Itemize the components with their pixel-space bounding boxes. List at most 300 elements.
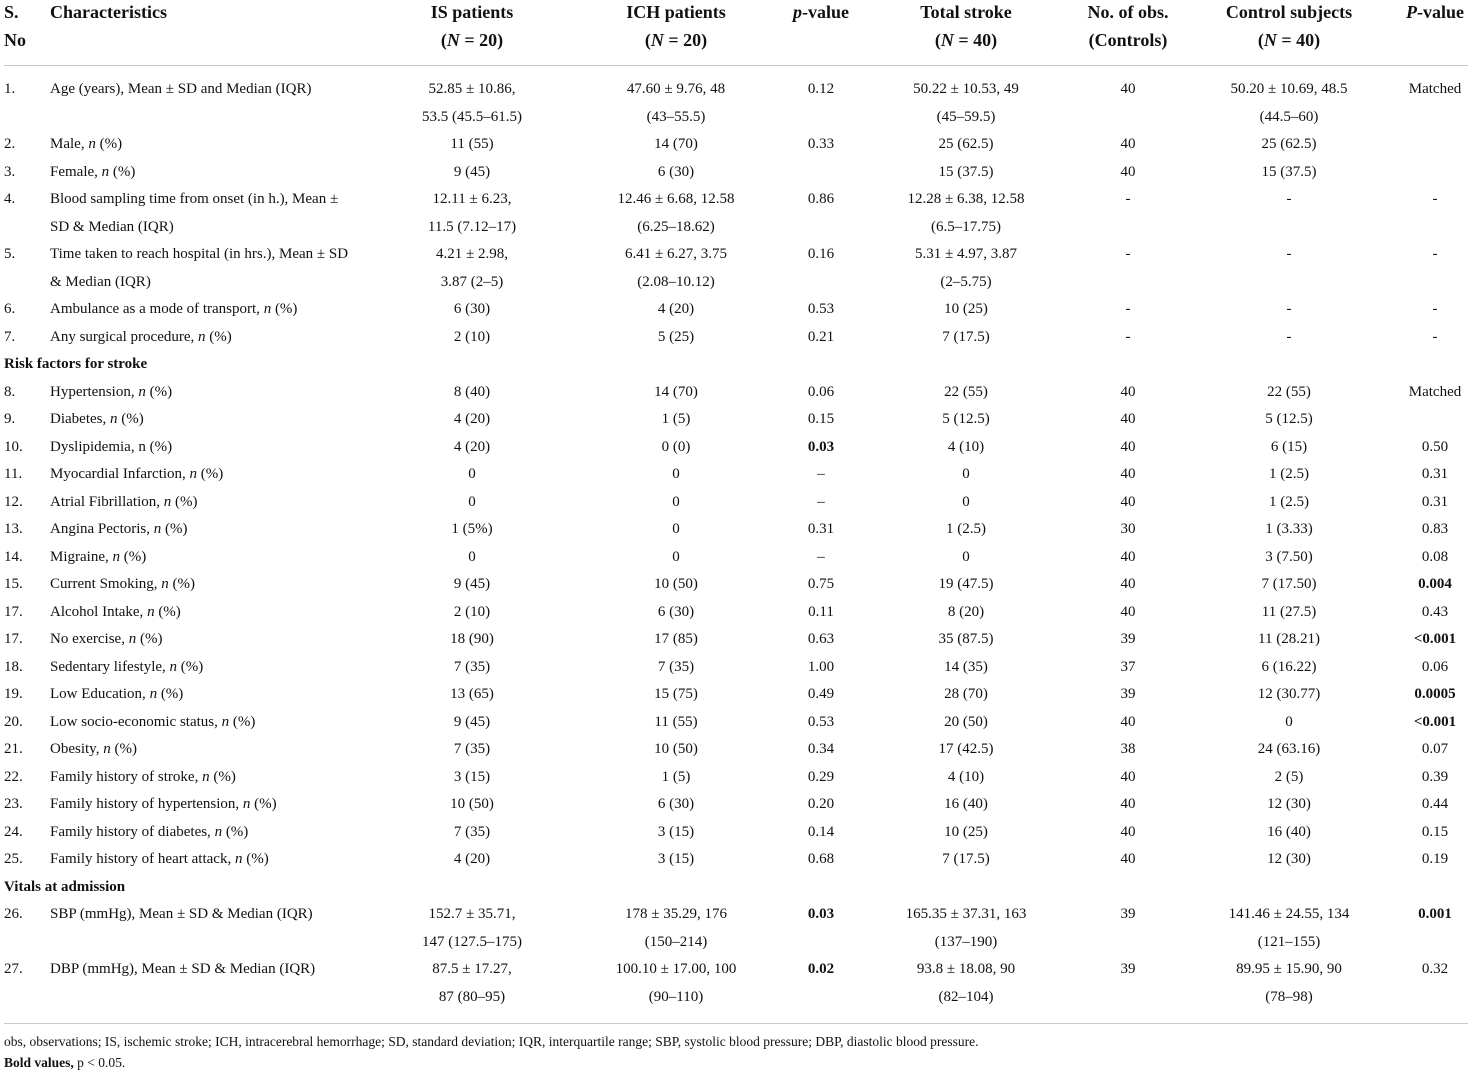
table-row [4, 159, 1468, 187]
is-patients-cell: 0 [468, 493, 476, 510]
control-subjects-cell: - [1286, 328, 1292, 345]
control-p-value-cell: 0.43 [1421, 603, 1449, 620]
control-p-value-cell [1402, 131, 1468, 159]
column-header-is-patients [382, 0, 562, 66]
characteristic-cell [50, 599, 382, 627]
text-segment: ICH patients ( [626, 2, 726, 50]
observations-count-cell: 40 [1120, 576, 1136, 592]
text-segment: = 20) [663, 30, 708, 50]
control-p-value-cell: 0.15 [1421, 823, 1449, 840]
text-segment: (%) [154, 603, 181, 620]
ich-patients-cell: 14 (70) [654, 136, 698, 152]
serial-number-cell: 26. [4, 906, 23, 922]
control-p-value-cell: 0.32 [1402, 956, 1468, 1024]
serial-number-cell: 7. [4, 328, 16, 345]
observations-count-cell: 30 [1120, 521, 1136, 537]
text-segment: (%) [117, 411, 144, 427]
control-subjects-cell: 24 (63.16) [1257, 741, 1321, 757]
ich-patients-cell: 178 ± 35.29, 176 (150–214) [625, 906, 727, 950]
serial-number-cell: 23. [4, 796, 23, 812]
italic-symbol: n [138, 383, 146, 400]
is-patients-cell: 7 (35) [453, 658, 491, 675]
text-segment: Migraine, [50, 548, 113, 565]
text-segment: (%) [205, 328, 232, 345]
characteristic-cell [50, 296, 382, 324]
is-patients-cell: 2 (10) [453, 328, 491, 345]
observations-count-cell: 40 [1120, 383, 1136, 400]
characteristic-cell [50, 626, 382, 654]
is-patients-cell: 10 (50) [450, 796, 494, 812]
control-subjects-cell: 25 (62.5) [1261, 136, 1317, 152]
characteristic-cell [50, 544, 382, 572]
text-segment: (%) [109, 163, 136, 180]
control-subjects-cell: 12 (30) [1267, 796, 1311, 812]
text-segment: (%) [171, 493, 198, 510]
stroke-p-value-cell: 0.75 [807, 576, 835, 592]
total-stroke-cell: 22 (55) [944, 383, 988, 400]
control-p-value-cell: <0.001 [1413, 631, 1457, 647]
stroke-p-value-cell: 0.11 [808, 603, 834, 620]
italic-symbol: n [202, 768, 210, 785]
text-segment: Female, [50, 163, 102, 180]
text-segment: (%) [161, 521, 188, 537]
serial-number-cell: 9. [4, 411, 16, 427]
text-segment: Current Smoking, [50, 576, 162, 592]
italic-symbol: n [149, 686, 158, 702]
serial-number-cell: 24. [4, 823, 23, 840]
is-patients-cell: 12.11 ± 6.23, 11.5 (7.12–17) [427, 191, 517, 235]
ich-patients-cell: 11 (55) [654, 713, 698, 730]
text-segment: (%) [197, 466, 224, 482]
table-row [4, 489, 1468, 517]
control-p-value-cell: - [1432, 301, 1438, 317]
total-stroke-cell: 14 (35) [944, 658, 988, 675]
italic-symbol: n [101, 163, 110, 180]
is-patients-cell: 0 [468, 548, 476, 565]
table-row [4, 819, 1468, 847]
serial-number-cell: 12. [4, 493, 23, 510]
characteristic-cell: Age (years), Mean ± SD and Median (IQR) [50, 81, 312, 97]
text-segment: (%) [110, 741, 137, 757]
text-segment: Angina Pectoris, [50, 521, 154, 537]
serial-number-cell: 10. [4, 438, 23, 455]
control-p-value-cell: <0.001 [1413, 713, 1457, 730]
control-subjects-cell: 16 (40) [1267, 823, 1311, 840]
italic-symbol: n [109, 411, 118, 427]
control-p-value-cell: 0.08 [1421, 548, 1449, 565]
total-stroke-cell: 7 (17.5) [942, 851, 990, 867]
stroke-p-value-cell: 0.16 [807, 246, 835, 262]
observations-count-cell: - [1125, 191, 1131, 207]
ich-patients-cell: 3 (15) [657, 851, 695, 867]
table-row [4, 186, 1468, 241]
total-stroke-cell: 28 (70) [944, 686, 988, 702]
stroke-p-value-cell: 0.53 [807, 713, 835, 730]
column-header-ich-patients [562, 0, 790, 66]
text-segment: (%) [157, 686, 184, 702]
table-body [4, 66, 1468, 1024]
characteristic-cell [50, 681, 382, 709]
text-segment: Obesity, [50, 741, 104, 757]
table-row [4, 791, 1468, 819]
text-segment: Total stroke ( [920, 2, 1012, 50]
control-subjects-cell: 1 (2.5) [1269, 466, 1309, 482]
table-row [4, 846, 1468, 874]
control-p-value-cell: 0.31 [1421, 493, 1449, 510]
control-p-value-cell: - [1432, 328, 1438, 345]
header-row [4, 0, 1468, 66]
control-subjects-cell: 5 (12.5) [1265, 411, 1313, 427]
table-row [4, 736, 1468, 764]
characteristic-cell [50, 379, 382, 407]
is-patients-cell: 4.21 ± 2.98, 3.87 (2–5) [436, 246, 508, 290]
table-row [4, 461, 1468, 489]
stroke-p-value-cell: 0.12 [807, 81, 835, 97]
is-patients-cell: 4 (20) [453, 411, 491, 427]
control-subjects-cell: 22 (55) [1267, 383, 1311, 400]
observations-count-cell: 39 [1080, 956, 1176, 1024]
total-stroke-cell: 7 (17.5) [942, 328, 990, 345]
serial-number-cell: 5. [4, 246, 16, 262]
observations-count-cell: 40 [1120, 823, 1136, 840]
table-row [4, 434, 1468, 462]
italic-symbol: n [263, 301, 272, 317]
ich-patients-cell: 7 (35) [657, 658, 695, 675]
italic-symbol: N [650, 30, 664, 50]
table-footnote [4, 1031, 978, 1073]
text-segment: (%) [222, 823, 249, 840]
is-patients-cell: 9 (45) [453, 576, 491, 592]
control-subjects-cell: 11 (27.5) [1261, 603, 1317, 620]
control-p-value-cell: 0.07 [1421, 741, 1449, 757]
observations-count-cell: 40 [1120, 851, 1136, 867]
observations-count-cell: 39 [1120, 631, 1136, 647]
table-row [4, 66, 1468, 132]
is-patients-cell: 18 (90) [450, 631, 494, 647]
total-stroke-cell: 0 [962, 548, 970, 565]
total-stroke-cell: 12.28 ± 6.38, 12.58 (6.5–17.75) [907, 191, 1025, 235]
is-patients-cell: 4 (20) [453, 438, 491, 455]
serial-number-cell: 13. [4, 521, 23, 537]
text-segment: (%) [136, 631, 163, 647]
ich-patients-cell: 5 (25) [657, 328, 695, 345]
text-segment: Family history of heart attack, [50, 851, 235, 867]
text-segment: -value [802, 2, 849, 22]
text-segment: = 40) [1276, 30, 1321, 50]
text-segment: (%) [250, 796, 277, 812]
control-p-value-cell: 0.50 [1421, 438, 1449, 455]
total-stroke-cell: 5.31 ± 4.97, 3.87 (2–5.75) [915, 246, 1017, 290]
section-title: Vitals at admission [4, 878, 126, 895]
ich-patients-cell: 1 (5) [661, 411, 691, 427]
is-patients-cell: 7 (35) [453, 823, 491, 840]
observations-count-cell: 38 [1120, 741, 1136, 757]
table-row [4, 571, 1468, 599]
text-segment: Control subjects ( [1225, 2, 1353, 50]
control-p-value-cell: 0.06 [1421, 658, 1449, 675]
table-row [4, 379, 1468, 407]
total-stroke-cell: 25 (62.5) [938, 136, 994, 152]
italic-symbol: n [163, 493, 172, 510]
control-subjects-cell: 11 (28.21) [1258, 631, 1320, 647]
serial-number-cell: 14. [4, 548, 23, 565]
italic-symbol: n [147, 603, 155, 620]
italic-symbol: p [793, 2, 802, 22]
italic-symbol: n [153, 521, 162, 537]
serial-number-cell: 2. [4, 136, 16, 152]
serial-number-cell: 6. [4, 301, 16, 317]
bold-values-label: Bold values, [4, 1055, 74, 1070]
observations-count-cell: - [1125, 246, 1131, 262]
characteristics-table [4, 0, 1468, 1024]
ich-patients-cell: 15 (75) [654, 686, 698, 702]
text-segment: Sedentary lifestyle, [50, 658, 170, 675]
control-p-value-cell: 0.001 [1418, 906, 1452, 922]
stroke-p-value-cell: 0.21 [807, 328, 835, 345]
text-segment: Ambulance as a mode of transport, [50, 301, 264, 317]
text-segment: Hypertension, [50, 383, 139, 400]
total-stroke-cell: 10 (25) [944, 301, 988, 317]
italic-symbol: n [169, 658, 178, 675]
stroke-p-value-cell: – [817, 466, 825, 482]
text-segment: Atrial Fibrillation, [50, 493, 164, 510]
text-segment: (%) [209, 768, 236, 785]
ich-patients-cell: 0 [672, 548, 680, 565]
text-segment: (%) [242, 851, 269, 867]
control-p-value-cell: 0.0005 [1414, 686, 1456, 702]
control-subjects-cell: 3 (7.50) [1265, 548, 1313, 565]
is-patients-cell: 9 (45) [453, 713, 491, 730]
text-segment: -value [1417, 2, 1464, 22]
table-row [4, 626, 1468, 654]
stroke-p-value-cell: 1.00 [807, 658, 835, 675]
ich-patients-cell: 6 (30) [657, 163, 695, 180]
is-patients-cell: 8 (40) [453, 383, 491, 400]
observations-count-cell: 40 [1120, 493, 1136, 510]
control-subjects-cell: 1 (2.5) [1269, 493, 1309, 510]
table-row [4, 599, 1468, 627]
total-stroke-cell: 8 (20) [947, 603, 985, 620]
characteristic-cell: Dyslipidemia, n (%) [50, 438, 173, 455]
total-stroke-cell: 4 (10) [947, 768, 985, 785]
control-subjects-cell: 89.95 ± 15.90, 90 (78–98) [1176, 956, 1402, 1024]
text-segment: Low Education, [50, 686, 150, 702]
total-stroke-cell: 19 (47.5) [938, 576, 994, 592]
serial-number-cell: 19. [4, 686, 23, 702]
total-stroke-cell: 0 [962, 466, 970, 482]
control-subjects-cell: 1 (3.33) [1265, 521, 1313, 537]
characteristic-cell [50, 571, 382, 599]
characteristic-cell [50, 736, 382, 764]
table-row [4, 681, 1468, 709]
control-subjects-cell: 6 (16.22) [1261, 658, 1317, 675]
observations-count-cell: 40 [1120, 548, 1136, 565]
stroke-p-value-cell: 0.15 [807, 411, 835, 427]
table-header [4, 0, 1468, 66]
column-header-characteristic: Characteristics [50, 0, 382, 66]
ich-patients-cell: 14 (70) [654, 383, 698, 400]
control-subjects-cell: 12 (30) [1267, 851, 1311, 867]
total-stroke-cell: 17 (42.5) [938, 741, 994, 757]
control-subjects-cell: 6 (15) [1270, 438, 1308, 455]
control-p-value-cell: Matched [1408, 383, 1462, 400]
stroke-p-value-cell: 0.20 [807, 796, 835, 812]
ich-patients-cell: 100.10 ± 17.00, 100 (90–110) [562, 956, 790, 1024]
section-row [4, 351, 1468, 379]
control-p-value-cell: 0.44 [1421, 796, 1449, 812]
section-row [4, 874, 1468, 902]
control-subjects-cell: 2 (5) [1274, 768, 1304, 785]
stroke-p-value-cell: 0.86 [807, 191, 835, 207]
abbreviations-note: obs, observations; IS, ischemic stroke; ICH, intracerebral hemorrhage; SD, standard deviation; IQR, interquartile range; SBP, systolic blood pressure; DBP, diastolic blood pressure. [4, 1034, 979, 1049]
observations-count-cell: 40 [1120, 466, 1136, 482]
control-p-value-cell: - [1432, 191, 1438, 207]
italic-symbol: n [103, 741, 111, 757]
italic-symbol: n [161, 576, 169, 592]
italic-symbol: n [198, 328, 206, 345]
italic-symbol: n [214, 823, 223, 840]
observations-count-cell: 40 [1120, 411, 1136, 427]
is-patients-cell: 11 (55) [450, 136, 494, 152]
stroke-p-value-cell: 0.03 [807, 906, 835, 922]
total-stroke-cell: 50.22 ± 10.53, 49 (45–59.5) [913, 81, 1019, 125]
ich-patients-cell: 0 [672, 521, 680, 537]
serial-number-cell: 25. [4, 851, 23, 867]
text-segment: (%) [177, 658, 204, 675]
stroke-p-value-cell: 0.33 [807, 136, 835, 152]
characteristic-cell [50, 131, 382, 159]
is-patients-cell: 52.85 ± 10.86, 53.5 (45.5–61.5) [422, 81, 522, 125]
control-p-value-cell [1402, 159, 1468, 187]
observations-count-cell: - [1125, 328, 1131, 345]
italic-symbol: n [128, 631, 137, 647]
total-stroke-cell: 93.8 ± 18.08, 90 (82–104) [852, 956, 1080, 1024]
text-segment: (%) [229, 713, 256, 730]
serial-number-cell: 1. [4, 81, 16, 97]
stroke-p-value-cell: 0.06 [807, 383, 835, 400]
characteristic-cell [50, 489, 382, 517]
text-segment: Male, [50, 136, 89, 152]
stroke-p-value-cell: 0.53 [807, 301, 835, 317]
total-stroke-cell: 20 (50) [944, 713, 988, 730]
table-row [4, 654, 1468, 682]
italic-symbol: n [189, 466, 198, 482]
control-subjects-cell: 7 (17.50) [1261, 576, 1317, 592]
italic-symbol: n [88, 136, 96, 152]
total-stroke-cell: 15 (37.5) [938, 163, 994, 180]
total-stroke-cell: 5 (12.5) [942, 411, 990, 427]
control-subjects-cell: 0 [1285, 713, 1293, 730]
ich-patients-cell: 1 (5) [661, 768, 691, 785]
control-subjects-cell: - [1286, 191, 1292, 207]
stroke-p-value-cell: 0.03 [807, 438, 835, 455]
section-title: Risk factors for stroke [4, 356, 148, 372]
total-stroke-cell: 16 (40) [944, 796, 988, 812]
text-segment: (%) [119, 548, 147, 565]
text-segment: No exercise, [50, 631, 129, 647]
text-segment: Family history of diabetes, [50, 823, 215, 840]
table-row [4, 131, 1468, 159]
table-row [4, 296, 1468, 324]
characteristic-cell [50, 516, 382, 544]
characteristic-cell: Time taken to reach hospital (in hrs.), Mean ± SD & Median (IQR) [50, 246, 349, 290]
characteristic-cell [50, 654, 382, 682]
italic-symbol: n [242, 796, 251, 812]
total-stroke-cell: 10 (25) [944, 823, 988, 840]
characteristic-cell [50, 764, 382, 792]
stroke-p-value-cell: 0.29 [807, 768, 835, 785]
characteristic-cell [50, 461, 382, 489]
ich-patients-cell: 6 (30) [657, 603, 695, 620]
ich-patients-cell: 47.60 ± 9.76, 48 (43–55.5) [626, 81, 726, 125]
control-subjects-cell: 50.20 ± 10.69, 48.5 (44.5–60) [1230, 81, 1348, 125]
is-patients-cell: 7 (35) [453, 741, 491, 757]
text-segment: Myocardial Infarction, [50, 466, 190, 482]
control-p-value-cell: 0.004 [1418, 576, 1452, 592]
table-row [4, 709, 1468, 737]
italic-symbol: P [1406, 2, 1417, 22]
column-header-stroke-p-value [790, 0, 852, 66]
ich-patients-cell: 12.46 ± 6.68, 12.58 (6.25–18.62) [617, 191, 735, 235]
characteristic-cell [50, 159, 382, 187]
serial-number-cell: 18. [4, 658, 23, 675]
total-stroke-cell: 35 (87.5) [938, 631, 994, 647]
stroke-p-value-cell [790, 159, 852, 187]
control-p-value-cell: 0.31 [1421, 466, 1449, 482]
control-subjects-cell: 15 (37.5) [1261, 163, 1317, 180]
text-segment: (%) [168, 576, 195, 592]
ich-patients-cell: 6 (30) [657, 796, 695, 812]
observations-count-cell: 39 [1120, 906, 1136, 922]
table-row [4, 406, 1468, 434]
control-subjects-cell: 141.46 ± 24.55, 134 (121–155) [1228, 906, 1350, 950]
stroke-p-value-cell: 0.68 [807, 851, 835, 867]
observations-count-cell: 37 [1120, 658, 1136, 675]
italic-symbol: n [112, 548, 120, 565]
control-subjects-cell: 12 (30.77) [1257, 686, 1321, 702]
characteristic-cell [50, 819, 382, 847]
table-row [4, 324, 1468, 352]
control-subjects-cell: - [1286, 301, 1292, 317]
serial-number-cell: 17. [4, 631, 23, 647]
text-segment: (%) [271, 301, 298, 317]
table-row [4, 901, 1468, 956]
is-patients-cell: 87.5 ± 17.27, 87 (80–95) [382, 956, 562, 1024]
text-segment: Family history of hypertension, [50, 796, 243, 812]
ich-patients-cell: 10 (50) [654, 741, 698, 757]
total-stroke-cell: 4 (10) [947, 438, 985, 455]
observations-count-cell: 40 [1120, 136, 1136, 152]
text-segment: IS patients ( [430, 2, 514, 50]
serial-number-cell: 17. [4, 603, 23, 620]
characteristic-cell: Blood sampling time from onset (in h.), Mean ± SD & Median (IQR) [50, 191, 339, 235]
characteristic-cell [50, 791, 382, 819]
ich-patients-cell: 6.41 ± 6.27, 3.75 (2.08–10.12) [625, 246, 727, 290]
observations-count-cell: 40 [1120, 768, 1136, 785]
text-segment: = 20) [459, 30, 504, 50]
control-p-value-cell: Matched [1408, 81, 1462, 97]
italic-symbol: N [940, 30, 954, 50]
table-row [4, 544, 1468, 572]
is-patients-cell: 9 (45) [453, 163, 491, 180]
control-p-value-cell [1402, 406, 1468, 434]
column-header-control-subjects [1176, 0, 1402, 66]
stroke-p-value-cell: 0.49 [807, 686, 835, 702]
observations-count-cell: 40 [1120, 81, 1136, 97]
total-stroke-cell: 165.35 ± 37.31, 163 (137–190) [905, 906, 1027, 950]
text-segment: Low socio-economic status, [50, 713, 222, 730]
italic-symbol: N [446, 30, 460, 50]
